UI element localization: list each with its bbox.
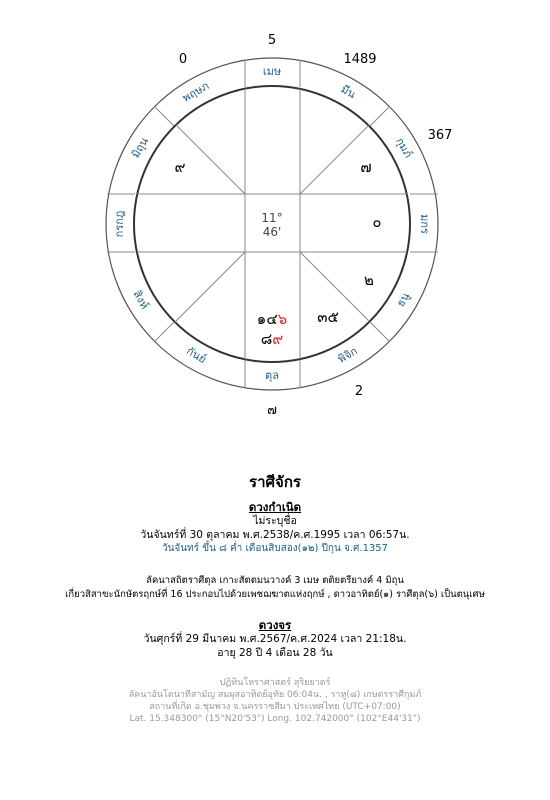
mark-libra-line2 [261, 330, 284, 348]
mark-gemini: ๙ [174, 158, 186, 176]
mark-libra-line1 [257, 310, 287, 328]
sign-leo: สิงห์ [130, 288, 152, 312]
birth-line: วันจันทร์ที่ 30 ตุลาคม พ.ศ.2538/ค.ศ.1995 เวลา 06:57น. [140, 529, 410, 541]
mark-aquarius: ๗ [360, 158, 372, 176]
footer-calendar: ปฏิทินโหราศาสตร์ สุริยยาตร์ [219, 678, 331, 688]
sign-sagittarius: ธนู [393, 290, 413, 310]
transit-line: วันศุกร์ที่ 29 มีนาคม พ.ศ.2567/ค.ศ.2024 เวลา 21:18น. [143, 633, 407, 645]
center-degree: 11° [261, 211, 283, 225]
mark-libra-line2-a: ๘ [260, 330, 273, 348]
chart-title: ราศีจักร [249, 473, 301, 491]
sign-capricorn: มกร [418, 214, 431, 234]
nakshatra-line: เกี่ยวสิสาขะนักษัตรฤกษ์ที่ 16 ประกอบไปด้วยเพชฌฆาตแห่งฤกษ์ , ดาวอาทิตย์(๑) ราศีตุล(๖) เป็นตนุเศษ [65, 589, 485, 600]
person-name: ไม่ระบุชื่อ [253, 515, 297, 527]
outer-number-top-right: 1489 [343, 52, 377, 67]
sign-aquarius: กุมภ์ [393, 135, 415, 161]
mark-libra-line1-b: ๖ [277, 310, 288, 328]
mark-capricorn: ๐ [372, 213, 382, 231]
sign-aries: เมษ [262, 65, 282, 78]
sign-scorpio: พิจิก [335, 344, 360, 366]
mark-sagittarius: ๒ [364, 271, 374, 289]
lunar-line: วันจันทร์ ขึ้น ๘ ค่ำ เดือนสิบสอง(๑๒) ปีกุน จ.ศ.1357 [161, 543, 389, 554]
footer-birthplace: สถานที่เกิด อ.ชุมพวง จ.นครราชสีมา ประเทศไทย (UTC+07:00) [149, 702, 401, 712]
sign-gemini: มิถุน [128, 135, 151, 161]
center-minute: 46' [262, 225, 282, 239]
sign-pisces: มีน [338, 82, 358, 102]
natal-header: ดวงกำเนิด [248, 500, 302, 514]
age-line: อายุ 28 ปี 4 เดือน 28 วัน [217, 647, 333, 659]
outer-number-right-upper: 367 [427, 128, 453, 143]
sign-taurus: พฤษภ [180, 79, 212, 105]
transit-header: ดวงจร [258, 618, 292, 632]
footer-sunrise: ลัคนาอันโตนาทีสามัญ สมผุสอาทิตย์อุทัย 06:04น. , ราหู(๘) เกษตรราศีกุมภ์ [128, 690, 422, 700]
outer-number-top-left: 0 [178, 52, 188, 67]
outer-number-bottom-right: 2 [354, 384, 364, 399]
sign-libra: ตุล [265, 369, 279, 382]
mark-libra-line2-b: ๙ [272, 330, 284, 348]
footer-latlong: Lat. 15.348300° (15°N20'53") Long. 102.742000° (102°E44'31") [129, 714, 421, 724]
outer-number-top: 5 [267, 33, 277, 48]
mark-libra-line1-a: ๑๔ [256, 310, 278, 328]
mark-scorpio: ๓๕ [317, 308, 339, 326]
sign-cancer: กรกฎ [113, 210, 126, 238]
outer-number-bottom: ๗ [267, 403, 277, 418]
sign-virgo: กันย์ [184, 344, 209, 366]
lagna-line: ลัคนาสถิตราศีตุล เกาะสัตตมนวางค์ 3 เมษ ตติยตรียางค์ 4 มิถุน [146, 575, 404, 586]
